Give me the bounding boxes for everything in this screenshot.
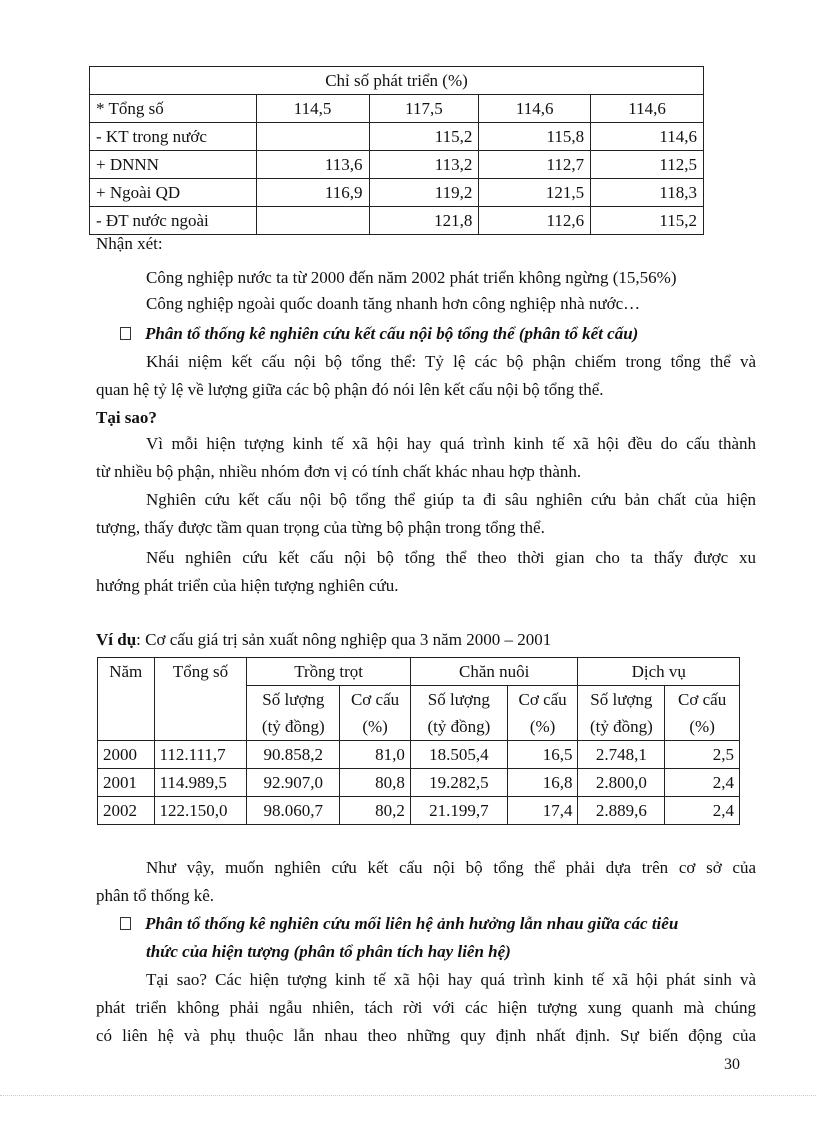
section-heading: Phân tổ thống kê nghiên cứu kết cấu nội bộ tổng thể (phân tổ kết cấu) xyxy=(145,324,639,343)
table-cell: 16,5 xyxy=(507,741,578,769)
table-cell: 17,4 xyxy=(507,797,578,825)
page-bottom-divider xyxy=(0,1095,816,1096)
remark-heading: Nhận xét: xyxy=(96,234,163,253)
table-cell: 2.800,0 xyxy=(578,769,665,797)
table-row xyxy=(90,95,704,123)
subheader-quantity: Số lượng (tỷ đồng) xyxy=(578,686,665,741)
paragraph-line: Như vậy, muốn nghiên cứu kết cấu nội bộ tổng thể phải dựa trên cơ sở của xyxy=(146,858,756,877)
table-cell: 2001 xyxy=(98,769,155,797)
example-label: Ví dụ xyxy=(96,630,137,649)
paragraph-line: Khái niệm kết cấu nội bộ tổng thể: Tỷ lệ các bộ phận chiếm trong tổng thể và xyxy=(146,352,756,371)
table-row xyxy=(90,207,704,235)
table-cell: 2,5 xyxy=(665,741,740,769)
section-heading: Phân tổ thống kê nghiên cứu mối liên hệ ảnh hưởng lẫn nhau giữa các tiêu xyxy=(145,914,679,933)
table-title: Chỉ số phát triển (%) xyxy=(90,67,704,95)
table-cell: 115,8 xyxy=(479,123,591,151)
table-header-row xyxy=(98,658,740,686)
section-bullet xyxy=(120,322,760,346)
table-row xyxy=(98,741,740,769)
table-cell: 114.989,5 xyxy=(154,769,247,797)
row-label: * Tổng số xyxy=(90,95,257,123)
paragraph-line: tượng, thấy được tầm quan trọng của từng bộ phận trong tổng thể. xyxy=(96,518,545,537)
example-text: : Cơ cấu giá trị sản xuất nông nghiệp qua 3 năm 2000 – 2001 xyxy=(136,630,552,649)
table-row xyxy=(90,179,704,207)
table-cell: 80,2 xyxy=(340,797,411,825)
paragraph-line: hướng phát triển của hiện tượng nghiên cứu. xyxy=(96,576,399,595)
header-year: Năm xyxy=(98,658,155,741)
table-cell: 2.748,1 xyxy=(578,741,665,769)
table-row xyxy=(98,797,740,825)
table-cell: 113,6 xyxy=(256,151,369,179)
paragraph-line: từ nhiều bộ phận, nhiều nhóm đơn vị có tính chất khác nhau hợp thành. xyxy=(96,462,582,481)
agri-structure-table xyxy=(97,657,740,825)
table-cell: 117,5 xyxy=(369,95,479,123)
header-livestock: Chăn nuôi xyxy=(410,658,578,686)
table-cell: 2,4 xyxy=(665,797,740,825)
table-cell: 116,9 xyxy=(256,179,369,207)
table-cell: 92.907,0 xyxy=(247,769,340,797)
table-cell xyxy=(256,207,369,235)
table-cell: 81,0 xyxy=(340,741,411,769)
paragraph-line: Nếu nghiên cứu kết cấu nội bộ tổng thể theo thời gian cho ta thấy được xu xyxy=(146,548,756,567)
remark-line: Công nghiệp ngoài quốc doanh tăng nhanh hơn công nghiệp nhà nước… xyxy=(146,294,641,313)
table-cell: 112.111,7 xyxy=(154,741,247,769)
table-cell xyxy=(256,123,369,151)
table-cell: 118,3 xyxy=(591,179,704,207)
subheader-structure: Cơ cấu (%) xyxy=(507,686,578,741)
table-cell: 90.858,2 xyxy=(247,741,340,769)
table-cell: 2002 xyxy=(98,797,155,825)
row-label: + Ngoài QD xyxy=(90,179,257,207)
paragraph-line: Tại sao? Các hiện tượng kinh tế xã hội hay quá trình kinh tế xã hội phát sinh và xyxy=(146,970,756,989)
checkbox-bullet-icon xyxy=(120,917,131,930)
table-cell: 112,6 xyxy=(479,207,591,235)
table-header-row xyxy=(90,67,704,95)
remark-line: Công nghiệp nước ta từ 2000 đến năm 2002 phát triển không ngừng (15,56%) xyxy=(146,268,677,287)
subheader-structure: Cơ cấu (%) xyxy=(665,686,740,741)
table-row xyxy=(90,123,704,151)
growth-index-table xyxy=(89,66,704,235)
table-cell: 112,7 xyxy=(479,151,591,179)
section-heading: thức của hiện tượng (phân tổ phân tích hay liên hệ) xyxy=(146,942,511,961)
table-cell: 16,8 xyxy=(507,769,578,797)
subheader-structure: Cơ cấu (%) xyxy=(340,686,411,741)
page-number: 30 xyxy=(724,1056,740,1073)
example-caption xyxy=(96,628,756,652)
section-bullet xyxy=(120,912,760,936)
table-cell: 19.282,5 xyxy=(410,769,507,797)
table-cell: 115,2 xyxy=(369,123,479,151)
paragraph-line: có liên hệ và phụ thuộc lẫn nhau theo những quy định nhất định. Sự biến động của xyxy=(96,1026,756,1045)
paragraph-line: quan hệ tỷ lệ về lượng giữa các bộ phận đó nói lên kết cấu nội bộ tổng thể. xyxy=(96,380,604,399)
header-total: Tổng số xyxy=(154,658,247,741)
table-cell: 114,5 xyxy=(256,95,369,123)
header-crops: Trồng trọt xyxy=(247,658,411,686)
table-cell: 122.150,0 xyxy=(154,797,247,825)
table-cell: 114,6 xyxy=(591,95,704,123)
paragraph-line: Vì mỗi hiện tượng kinh tế xã hội hay quá trình kinh tế xã hội đều do cấu thành xyxy=(146,434,756,453)
paragraph-line: Nghiên cứu kết cấu nội bộ tổng thể giúp ta đi sâu nghiên cứu bản chất của hiện xyxy=(146,490,756,509)
row-label: - KT trong nước xyxy=(90,123,257,151)
table-cell: 18.505,4 xyxy=(410,741,507,769)
table-cell: 2,4 xyxy=(665,769,740,797)
table-cell: 98.060,7 xyxy=(247,797,340,825)
table-cell: 80,8 xyxy=(340,769,411,797)
row-label: + DNNN xyxy=(90,151,257,179)
row-label: - ĐT nước ngoài xyxy=(90,207,257,235)
table-row xyxy=(98,769,740,797)
paragraph-line: phân tổ thống kê. xyxy=(96,886,215,905)
table-cell: 121,5 xyxy=(479,179,591,207)
header-services: Dịch vụ xyxy=(578,658,740,686)
table-row xyxy=(90,151,704,179)
table-cell: 113,2 xyxy=(369,151,479,179)
table-cell: 2000 xyxy=(98,741,155,769)
table-cell: 21.199,7 xyxy=(410,797,507,825)
checkbox-bullet-icon xyxy=(120,327,131,340)
table-cell: 114,6 xyxy=(479,95,591,123)
table-cell: 119,2 xyxy=(369,179,479,207)
paragraph-line: phát triển không phải ngẫu nhiên, tách rời với các hiện tượng xung quanh mà chúng xyxy=(96,998,756,1017)
table-cell: 112,5 xyxy=(591,151,704,179)
question-heading: Tại sao? xyxy=(96,408,157,427)
table-cell: 115,2 xyxy=(591,207,704,235)
table-cell: 121,8 xyxy=(369,207,479,235)
table-cell: 2.889,6 xyxy=(578,797,665,825)
table-cell: 114,6 xyxy=(591,123,704,151)
subheader-quantity: Số lượng (tỷ đồng) xyxy=(247,686,340,741)
subheader-quantity: Số lượng (tỷ đồng) xyxy=(410,686,507,741)
